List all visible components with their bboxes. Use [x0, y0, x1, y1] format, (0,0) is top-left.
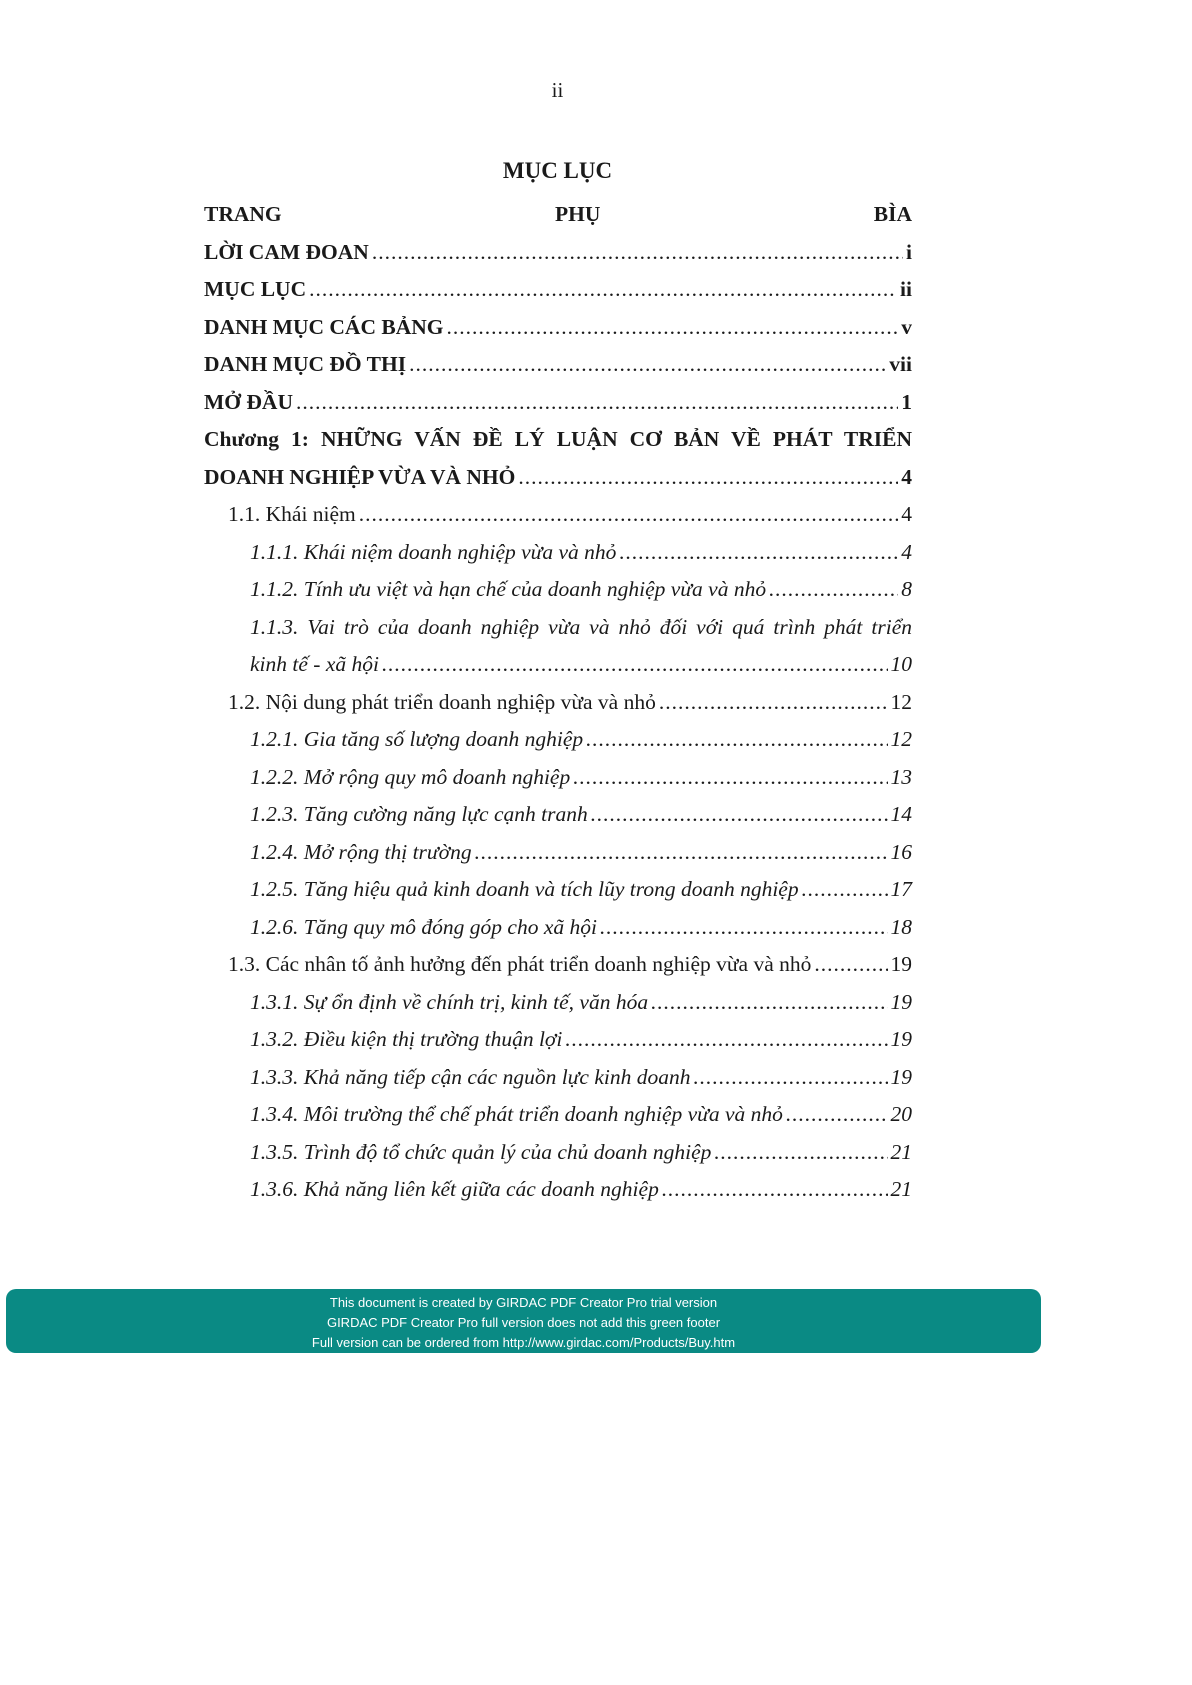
toc-entry[interactable] — [204, 759, 912, 797]
toc-entry[interactable] — [204, 234, 912, 272]
toc-entry[interactable] — [204, 1171, 912, 1209]
toc-dot-leader — [296, 384, 898, 422]
toc-dot-leader — [769, 571, 898, 609]
toc-entry[interactable] — [204, 609, 912, 647]
toc-dot-leader — [802, 871, 888, 909]
toc-entry[interactable] — [204, 871, 912, 909]
toc-entry-label: 1.2.3. Tăng cường năng lực cạnh tranh — [250, 802, 588, 826]
table-of-contents — [204, 196, 912, 1209]
toc-dot-leader — [309, 271, 897, 309]
toc-entry-label: 1.1.3. Vai trò của doanh nghiệp vừa và nhỏ đối với quá trình phát triển — [250, 614, 912, 639]
toc-entry[interactable] — [204, 271, 912, 309]
toc-entry[interactable] — [204, 1134, 912, 1172]
toc-entry-label: 1.2.5. Tăng hiệu quả kinh doanh và tích lũy trong doanh nghiệp — [250, 877, 799, 901]
toc-entry-page: 1 — [901, 389, 912, 414]
toc-entry-page: 8 — [901, 577, 912, 601]
toc-entry-label: 1.3.3. Khả năng tiếp cận các nguồn lực kinh doanh — [250, 1064, 691, 1089]
toc-entry-page: 19 — [890, 1027, 912, 1051]
toc-entry[interactable] — [204, 646, 912, 684]
toc-entry-label: 1.3.6. Khả năng liên kết giữa các doanh nghiệp — [250, 1177, 659, 1201]
toc-dot-leader — [372, 234, 903, 272]
footer-line-1: This document is created by GIRDAC PDF Creator Pro trial version — [329, 1295, 718, 1310]
toc-entry-page: 19 — [890, 1064, 912, 1089]
toc-dot-leader — [359, 496, 898, 534]
toc-entry-label: LỜI CAM ĐOAN — [204, 239, 369, 264]
toc-entry-label: 1.3. Các nhân tố ảnh hưởng đến phát triển doanh nghiệp vừa và nhỏ — [228, 952, 812, 976]
toc-entry-page: vii — [889, 352, 912, 376]
toc-entry-label: 1.2. Nội dung phát triển doanh nghiệp vừa và nhỏ — [228, 689, 656, 714]
toc-dot-leader — [786, 1096, 888, 1134]
toc-entry[interactable] — [204, 1096, 912, 1134]
toc-dot-leader — [662, 1171, 888, 1209]
toc-entry-page: 19 — [890, 952, 912, 976]
footer-line-2: GIRDAC PDF Creator Pro full version does not add this green footer — [326, 1315, 721, 1330]
toc-dot-leader — [591, 796, 888, 834]
toc-entry[interactable] — [204, 909, 912, 947]
toc-entry-label: MỞ ĐẦU — [204, 389, 293, 414]
toc-entry-page: 17 — [890, 877, 912, 901]
toc-entry-page: 19 — [890, 989, 912, 1014]
toc-entry[interactable] — [204, 796, 912, 834]
toc-dot-leader — [714, 1134, 887, 1172]
toc-entry-label: 1.1.1. Khái niệm doanh nghiệp vừa và nhỏ — [250, 539, 617, 564]
toc-dot-leader — [565, 1021, 887, 1059]
toc-dot-leader — [475, 834, 888, 872]
toc-title: MỤC LỤC — [502, 158, 613, 183]
toc-entry[interactable] — [204, 946, 912, 984]
toc-entry-label: 1.2.2. Mở rộng quy mô doanh nghiệp — [250, 764, 571, 789]
toc-entry[interactable] — [204, 1059, 912, 1097]
toc-entry[interactable] — [204, 1021, 912, 1059]
trial-footer-banner — [6, 1289, 1041, 1353]
toc-entry-page: 14 — [890, 802, 912, 826]
toc-dot-leader — [573, 759, 887, 797]
toc-entry-label: Chương 1: NHỮNG VẤN ĐỀ LÝ LUẬN CƠ BẢN VỀ PHÁT TRIỂN — [204, 427, 912, 451]
toc-entry-page: 4 — [901, 464, 912, 489]
toc-entry-page: 4 — [901, 539, 912, 564]
toc-dot-leader — [651, 984, 887, 1022]
footer-line-3: Full version can be ordered from http://www.girdac.com/Products/Buy.htm — [311, 1335, 736, 1350]
toc-entry-label: 1.3.5. Trình độ tổ chức quản lý của chủ doanh nghiệp — [250, 1139, 712, 1164]
toc-dot-leader — [518, 459, 898, 497]
toc-entry[interactable] — [204, 571, 912, 609]
toc-dot-leader — [693, 1059, 887, 1097]
toc-entry-page: 12 — [890, 727, 912, 751]
toc-entry[interactable] — [204, 421, 912, 459]
toc-entry-label: DANH MỤC ĐỒ THỊ — [204, 352, 407, 376]
toc-entry[interactable] — [204, 346, 912, 384]
toc-entry-label: 1.1. Khái niệm — [228, 502, 356, 526]
toc-entry[interactable] — [204, 459, 912, 497]
toc-dot-leader — [446, 309, 898, 347]
toc-dot-leader — [619, 534, 898, 572]
toc-dot-leader — [382, 646, 888, 684]
page-number: ii — [551, 78, 564, 102]
toc-entry-label: 1.2.4. Mở rộng thị trường — [250, 839, 472, 864]
toc-entry-page: 21 — [890, 1177, 912, 1201]
toc-entry-page: v — [901, 314, 912, 339]
toc-entry-label: 1.3.2. Điều kiện thị trường thuận lợi — [250, 1027, 563, 1051]
toc-entry-label: TRANG PHỤ BÌA — [204, 202, 912, 226]
toc-entry-label: DOANH NGHIỆP VỪA VÀ NHỎ — [204, 464, 516, 489]
toc-entry[interactable] — [204, 309, 912, 347]
toc-entry[interactable] — [204, 721, 912, 759]
toc-entry[interactable] — [204, 834, 912, 872]
toc-entry-label: 1.3.4. Môi trường thể chế phát triển doanh nghiệp vừa và nhỏ — [250, 1102, 783, 1126]
toc-dot-leader — [600, 909, 888, 947]
toc-entry-label: 1.1.2. Tính ưu việt và hạn chế của doanh nghiệp vừa và nhỏ — [250, 577, 767, 601]
toc-entry[interactable] — [204, 384, 912, 422]
toc-dot-leader — [814, 946, 887, 984]
toc-entry-page: 16 — [890, 839, 912, 864]
toc-entry-label: MỤC LỤC — [204, 277, 307, 301]
toc-dot-leader — [409, 346, 886, 384]
toc-entry-label: 1.3.1. Sự ổn định về chính trị, kinh tế, văn hóa — [250, 989, 649, 1014]
toc-entry[interactable] — [204, 196, 912, 234]
toc-entry-page: 12 — [890, 689, 912, 714]
toc-entry[interactable] — [204, 534, 912, 572]
toc-entry[interactable] — [204, 984, 912, 1022]
toc-entry-page: 18 — [890, 914, 912, 939]
toc-entry-page: 20 — [890, 1102, 912, 1126]
toc-dot-leader — [586, 721, 887, 759]
toc-entry-label: DANH MỤC CÁC BẢNG — [204, 314, 444, 339]
toc-entry-label: 1.2.6. Tăng quy mô đóng góp cho xã hội — [250, 914, 597, 939]
toc-dot-leader — [659, 684, 888, 722]
toc-entry-page: 4 — [901, 502, 912, 526]
toc-entry-label: kinh tế - xã hội — [250, 652, 379, 676]
toc-entry-label: 1.2.1. Gia tăng số lượng doanh nghiệp — [250, 727, 584, 751]
toc-entry-page: 21 — [890, 1139, 912, 1164]
toc-entry-page: i — [906, 239, 912, 264]
toc-entry-page: ii — [900, 277, 912, 301]
toc-entry[interactable] — [204, 496, 912, 534]
toc-entry[interactable] — [204, 684, 912, 722]
toc-entry-page: 10 — [890, 652, 912, 676]
toc-entry-page: 13 — [890, 764, 912, 789]
